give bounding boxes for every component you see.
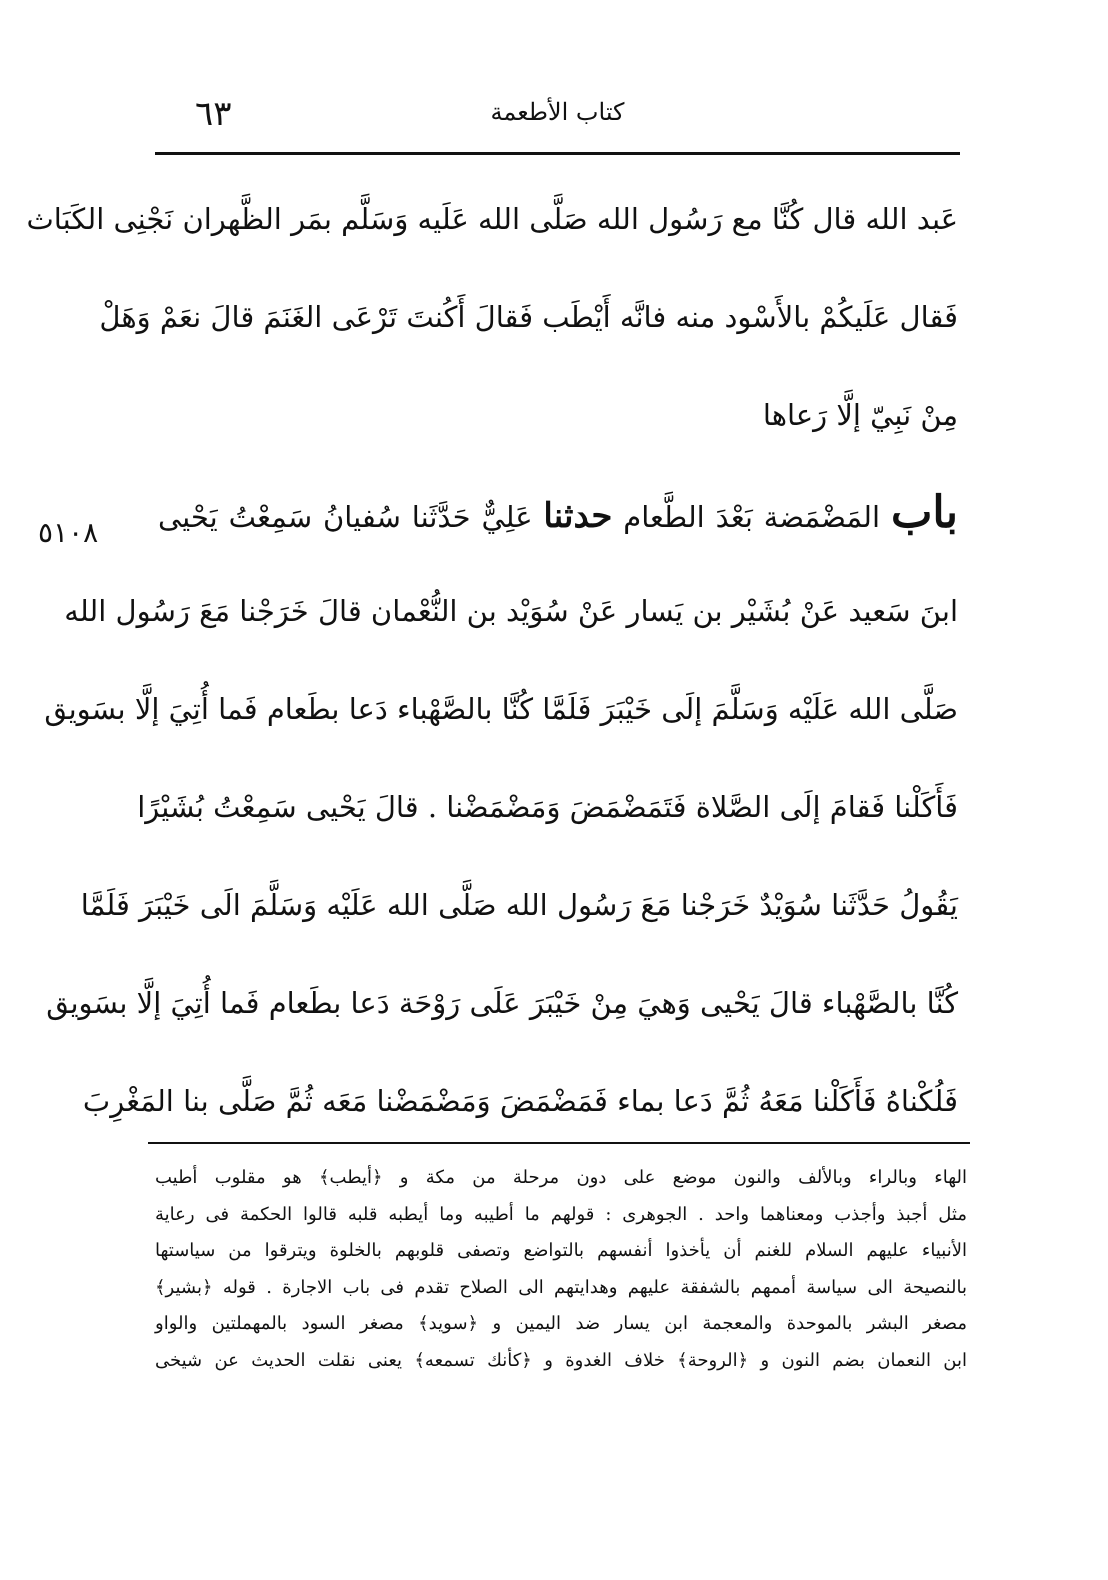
- book-title: كتاب الأطعمة: [490, 98, 625, 126]
- haddathana-word: حدثنا: [543, 496, 613, 536]
- text-line-6: صَلَّى الله عَلَيْه وَسَلَّمَ إلَى خَيْبَرَ فَلَمَّا كُنَّا بالصَّهْباء دَعا بطَعام فَما أُتِيَ إلَّا بسَويق: [44, 692, 958, 726]
- text-line-5: ابنَ سَعيد عَنْ بُشَيْر بن يَسار عَنْ سُوَيْد بن النُّعْمان قالَ خَرَجْنا مَعَ رَسُول الله: [64, 594, 958, 628]
- page-header: [155, 92, 960, 152]
- text-line-8: يَقُولُ حَدَّثَنا سُوَيْدٌ خَرَجْنا مَعَ رَسُول الله صَلَّى الله عَلَيْه وَسَلَّمَ الَى خَيْبَرَ فَلَمَّا: [80, 888, 958, 922]
- text-line-9: كُنَّا بالصَّهْباء قالَ يَحْيى وَهيَ مِنْ خَيْبَرَ عَلَى رَوْحَة دَعا بطَعام فَما أُتِيَ إلَّا بسَويق: [46, 986, 958, 1020]
- footnote-line-3: الأنبياء عليهم السلام للغنم أن يأخذوا أنفسهم بالتواضع وتصفى قلوبهم بالخلوة ويترقوا من سياستها: [155, 1240, 967, 1261]
- text-line-10: فَلُكْناهُ فَأَكَلْنا مَعَهُ ثُمَّ دَعا بماء فَمَضْمَضَ وَمَضْمَضْنا مَعَه ثُمَّ صَلَّى بنا المَغْرِبَ: [82, 1084, 958, 1118]
- footnote-line-6: ابن النعمان بضم النون و ﴿الروحة﴾ خلاف الغدوة و ﴿كأنك تسمعه﴾ يعنى نقلت الحديث عن شيخى: [155, 1349, 967, 1371]
- chapter-line-rest: عَلِيٌّ حَدَّثَنا سُفيانُ سَمِعْتُ يَحْيى: [158, 500, 533, 534]
- footnote-line-1: الهاء وبالراء وبالألف والنون موضع على دون مرحلة من مكة و ﴿أيطب﴾ هو مقلوب أطيب: [155, 1167, 967, 1188]
- footnotes: [155, 1160, 967, 1379]
- text-line-3: مِنْ نَبِيّ إلَّا رَعاها: [762, 398, 958, 432]
- text-line-2: فَقال عَلَيكُمْ بالأَسْود منه فانَّه أَيْطَب فَقالَ أَكُنتَ تَرْعَى الغَنَمَ قالَ نعَمْ وَهَلْ: [99, 300, 958, 334]
- hadith-number: ٥١٠٨: [38, 516, 99, 549]
- chapter-heading-line: [158, 464, 958, 562]
- footnote-line-5: مصغر البشر بالموحدة والمعجمة ابن يسار ضد اليمين و ﴿سويد﴾ مصغر السود بالمهملتين والواو: [155, 1313, 967, 1334]
- footnote-rule: [148, 1142, 970, 1144]
- text-line-7: فَأَكَلْنا فَقامَ إلَى الصَّلاة فَتَمَضْمَضَ وَمَضْمَضْنا . قالَ يَحْيى سَمِعْتُ بُشَيْرًا: [137, 790, 958, 824]
- header-rule: [155, 152, 960, 155]
- footnote-line-2: مثل أجبذ وأجذب ومعناهما واحد . الجوهرى : قولهم ما أطيبه وما أيطبه قلبه قالوا الحكمة فى رعاية: [155, 1203, 967, 1225]
- footnote-line-4: بالنصيحة الى سياسة أممهم بالشفقة عليهم وهدايتهم الى الصلاح تقدم فى باب الاجارة . قوله ﴿بشير﴾: [155, 1276, 967, 1298]
- page-number: ٦٣: [195, 94, 232, 134]
- text-line-1: عَبد الله قال كُنَّا مع رَسُول الله صَلَّى الله عَلَيه وَسَلَّم بمَر الظَّهران نَجْنِى الكَبَاث: [26, 202, 958, 236]
- chapter-word: باب: [890, 487, 959, 538]
- chapter-title: المَضْمَضة بَعْدَ الطَّعام: [623, 500, 881, 534]
